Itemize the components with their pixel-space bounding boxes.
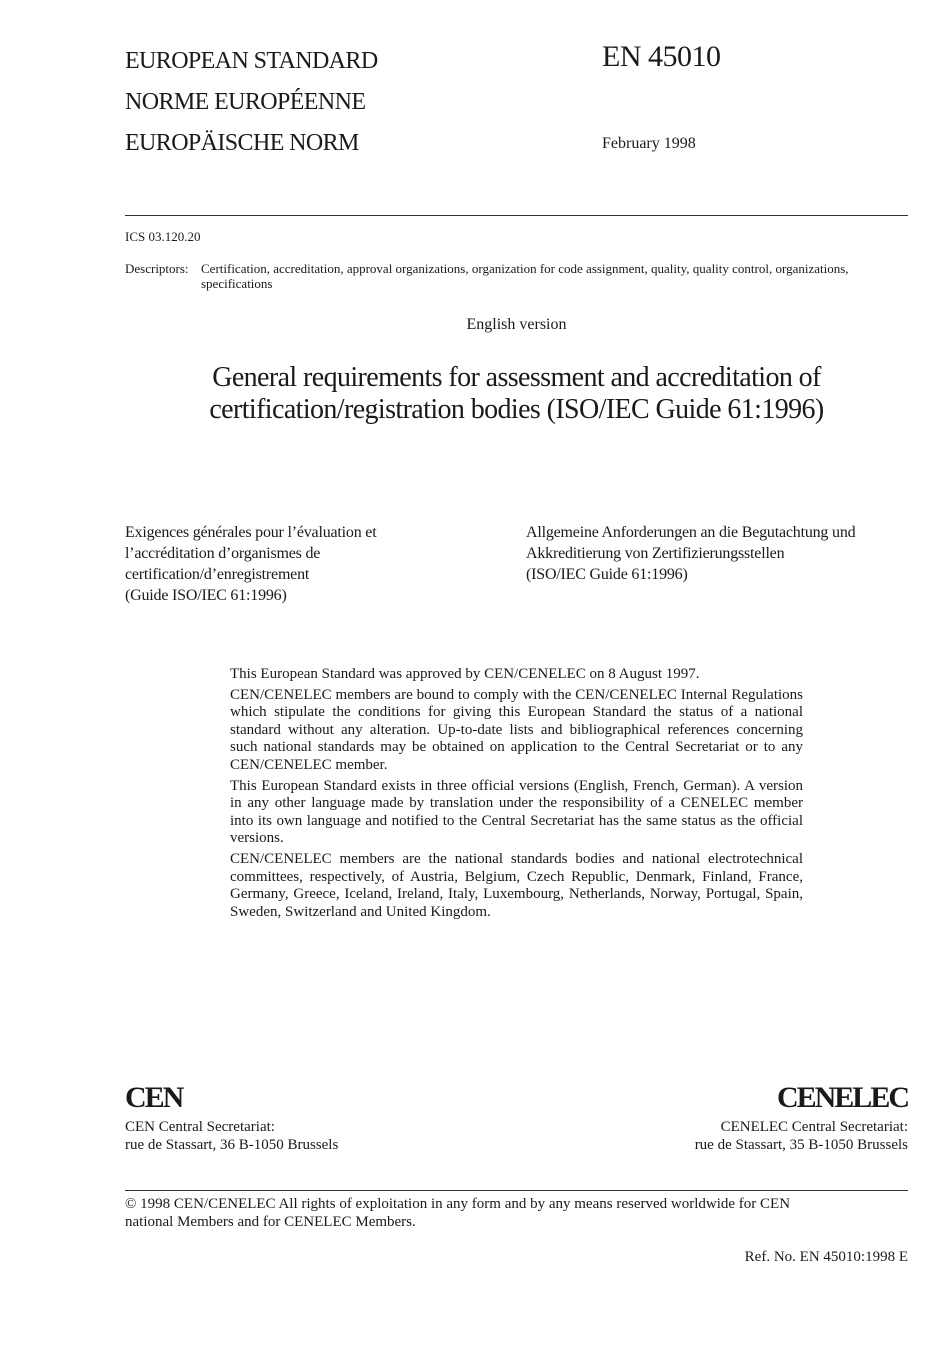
- german-title-line: (ISO/IEC Guide 61:1996): [526, 566, 688, 583]
- descriptors-label: Descriptors:: [125, 261, 189, 276]
- approval-paragraph: CEN/CENELEC members are the national standards bodies and national electrotechnical committees, respectively, of Austria, Belgium, Czech Republic, Denmark, Finland, France, Germany, Greece, Iceland, Ireland, Italy, Luxembourg, Netherlands, Norway, Portugal, Spain, Sweden, Switzerland and United Kingdom.: [230, 850, 803, 920]
- french-title-line: certification/d’enregistrement: [125, 566, 310, 583]
- german-title-line: Allgemeine Anforderungen an die Begutachtung und: [526, 524, 856, 541]
- title-english: EUROPEAN STANDARD: [125, 48, 378, 74]
- title-french: NORME EUROPÉENNE: [125, 89, 366, 115]
- descriptors-text: Certification, accreditation, approval organizations, organization for code assignment, quality, quality control, organizations, specifications: [201, 261, 849, 291]
- cenelec-address: [695, 1118, 908, 1154]
- document-title-line-1: General requirements for assessment and accreditation of: [212, 362, 821, 393]
- copyright-line: national Members and for CENELEC Members.: [125, 1214, 416, 1230]
- document-title: [125, 362, 908, 426]
- approval-paragraph: This European Standard was approved by CEN/CENELEC on 8 August 1997.: [230, 666, 700, 682]
- french-title: [125, 522, 455, 606]
- approval-paragraph: This European Standard exists in three official versions (English, French, German). A version in any other language made by translation under the responsibility of a CENELEC member into its own language and notified to the Central Secretariat has the same status as the official versions.: [230, 777, 803, 847]
- title-german: EUROPÄISCHE NORM: [125, 130, 359, 156]
- french-title-line: Exigences générales pour l’évaluation et: [125, 524, 377, 541]
- french-title-line: (Guide ISO/IEC 61:1996): [125, 587, 287, 604]
- reference-number: Ref. No. EN 45010:1998 E: [744, 1249, 908, 1265]
- copyright-line: © 1998 CEN/CENELEC All rights of exploitation in any form and by any means reserved worldwide for CEN: [125, 1196, 791, 1212]
- approval-statement: [230, 666, 803, 924]
- cen-address: [125, 1118, 338, 1154]
- copyright-notice: [125, 1195, 908, 1231]
- header-divider: [125, 215, 908, 216]
- cen-street-address: rue de Stassart, 36 B-1050 Brussels: [125, 1137, 339, 1153]
- cenelec-logo-text: CENELEC: [776, 1081, 908, 1114]
- approval-paragraph: CEN/CENELEC members are bound to comply with the CEN/CENELEC Internal Regulations which stipulate the conditions for giving this European Standard the status of a national standard without any alteration. Up-to-date lists and bibliographical references concerning such national standards may be obtained on application to the Central Secretariat or to any CEN/CENELEC member.: [230, 686, 803, 773]
- cenelec-secretariat: CENELEC Central Secretariat:: [720, 1119, 908, 1135]
- publication-date: February 1998: [602, 135, 696, 152]
- german-title: [526, 522, 921, 585]
- french-title-line: l’accréditation d’organismes de: [125, 545, 321, 562]
- german-title-line: Akkreditierung von Zertifizierungsstellen: [526, 545, 785, 562]
- standard-number: EN 45010: [602, 40, 721, 73]
- footer-divider: [125, 1190, 908, 1191]
- version-label: English version: [466, 316, 567, 333]
- ics-code: ICS 03.120.20: [125, 229, 201, 244]
- cen-secretariat: CEN Central Secretariat:: [125, 1119, 275, 1135]
- document-title-line-2: certification/registration bodies (ISO/IEC Guide 61:1996): [209, 394, 824, 425]
- cenelec-street-address: rue de Stassart, 35 B-1050 Brussels: [694, 1137, 908, 1153]
- cen-logo-text: CEN: [125, 1081, 183, 1114]
